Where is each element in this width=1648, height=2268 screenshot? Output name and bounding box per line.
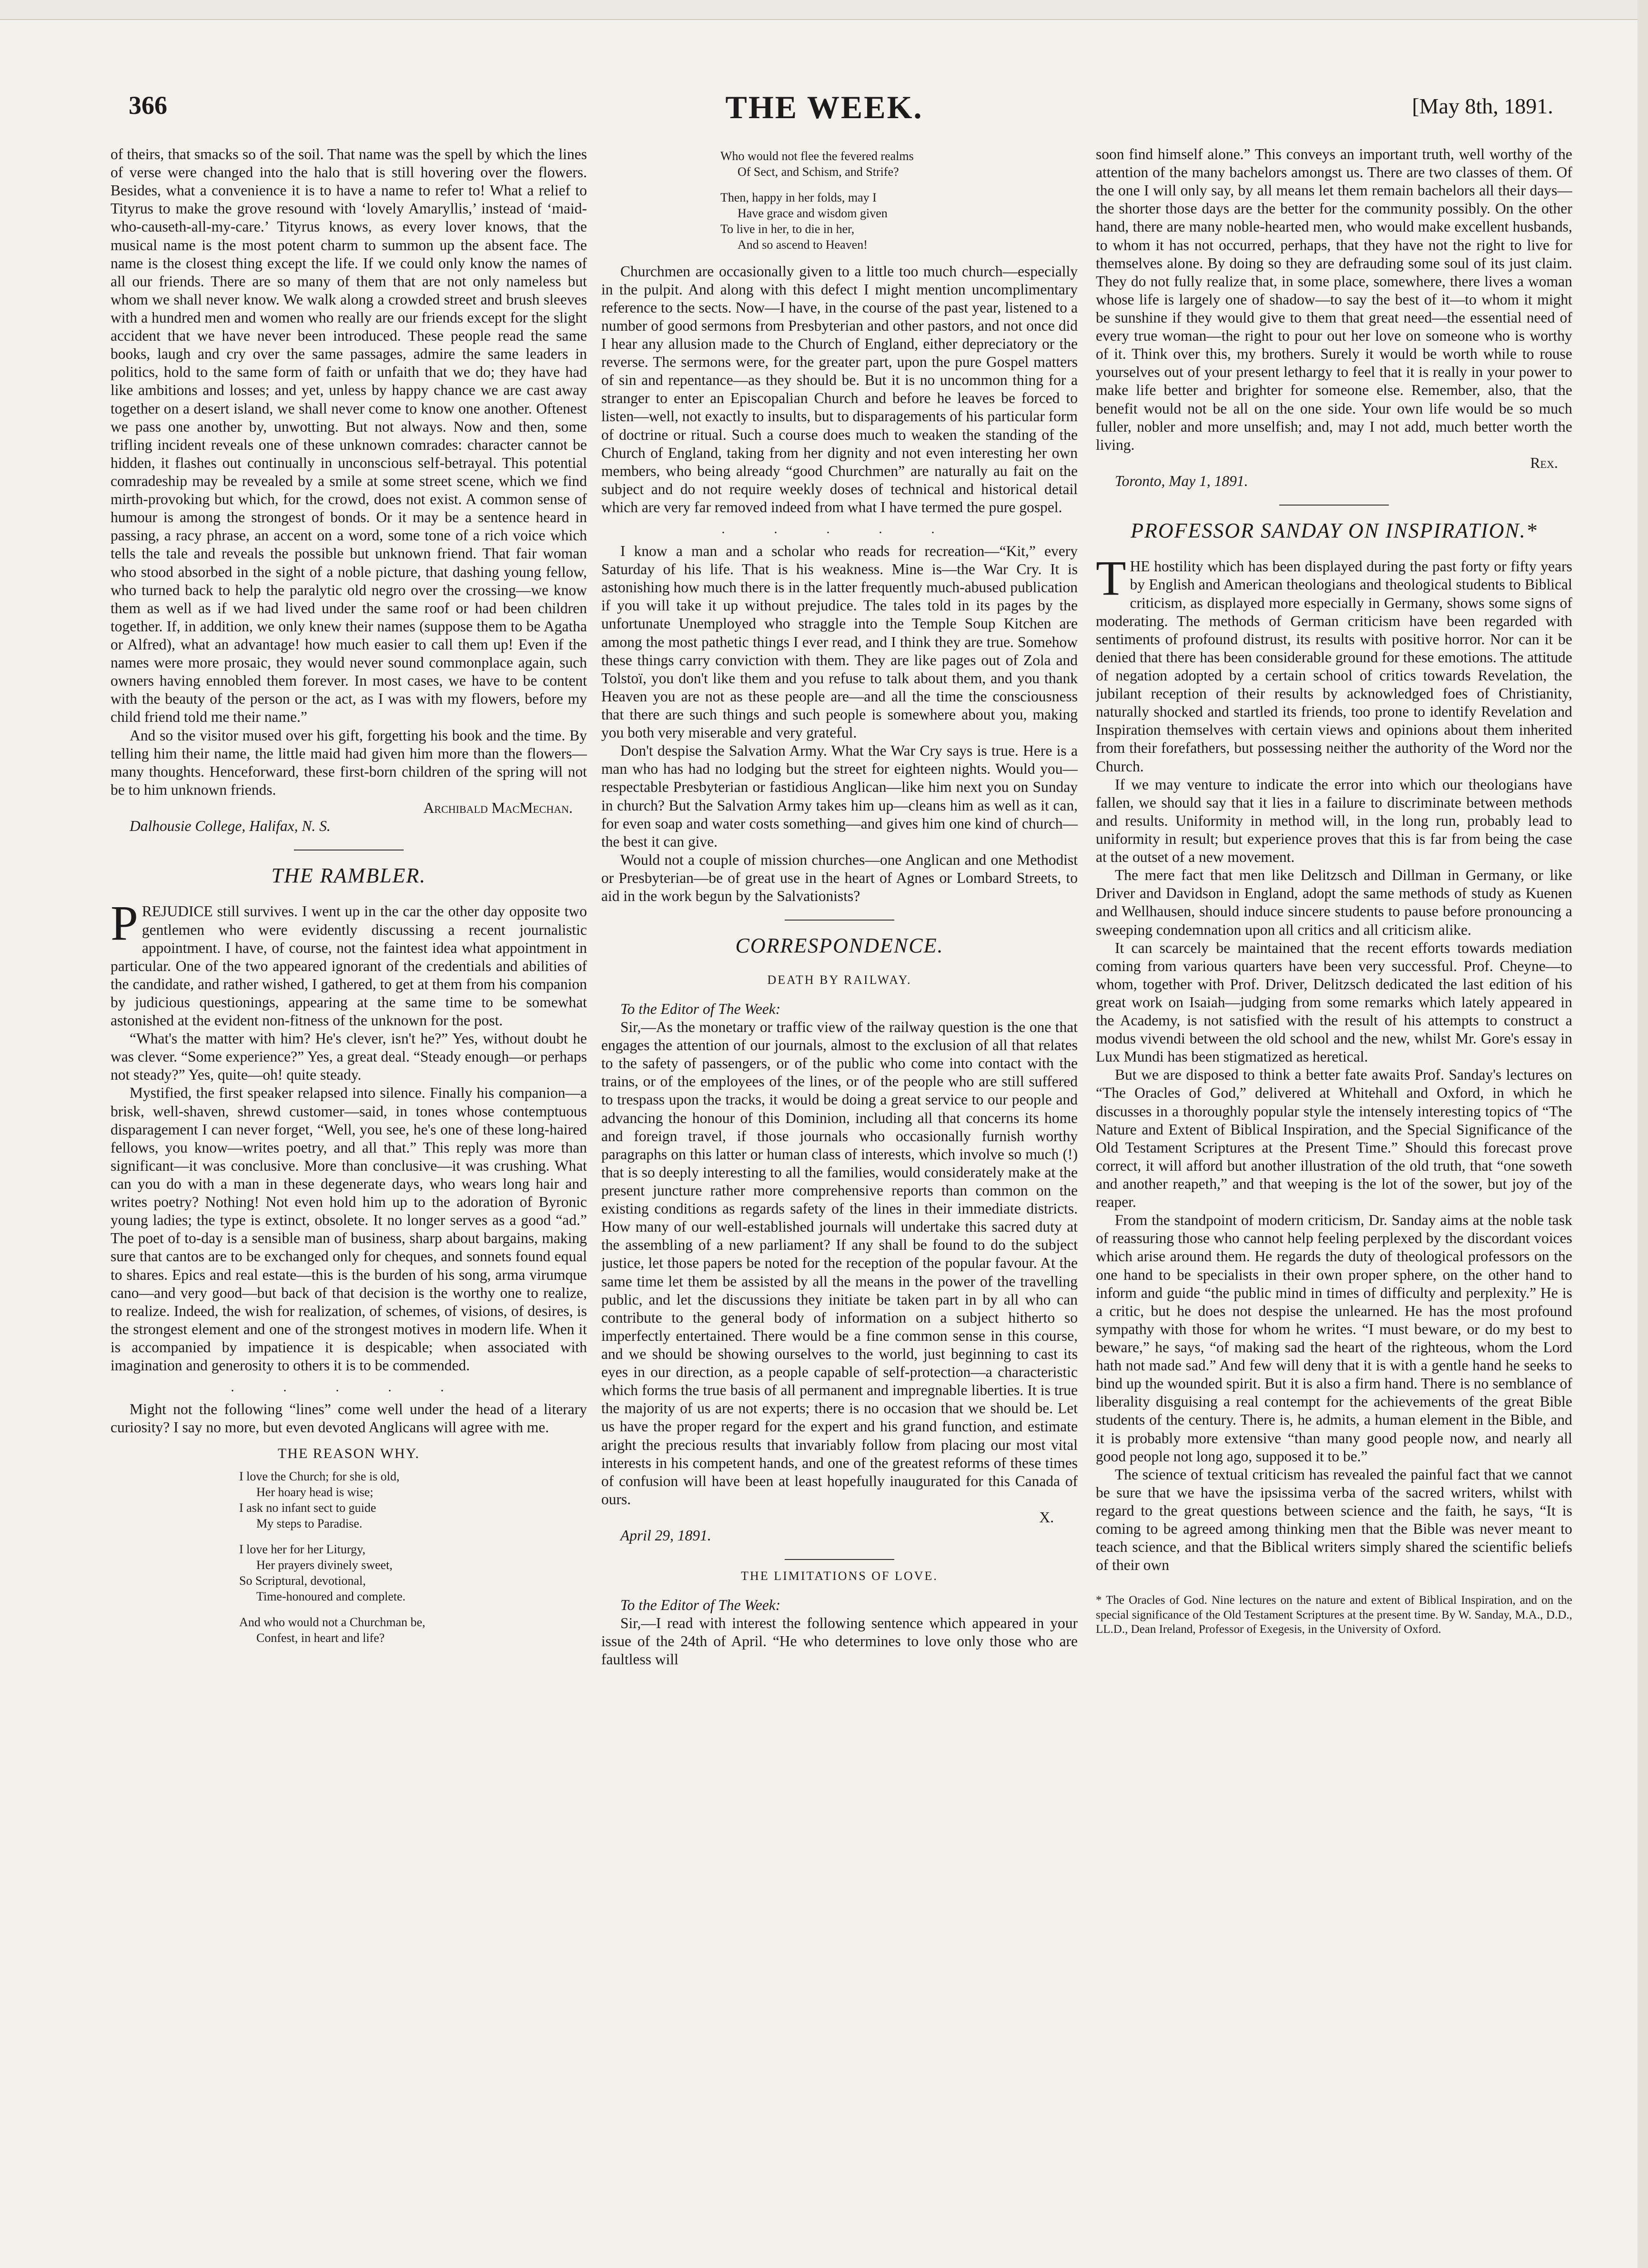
letter-salutation: To the Editor of The Week:: [620, 1596, 781, 1613]
scan-edge: [0, 0, 1648, 20]
paragraph: Mystified, the first speaker relapsed into silence. Finally his companion—a brisk, well-shaven, shrewd customer—said, in tones whose contemptuous disparagement I can never forget, “Well, you see, he's one of these long-haired fellows, you know—writes poetry, and all that.” This reply was more than significant—it was conclusive. More than conclusive—it was crushing. What can you do with a man in these degenerate days, who wears long hair and writes poetry? Nothing! Not even hold him up to the adoration of Byronic young ladies; the type is extinct, obsolete. It no longer serves as a good “ad.” The poet of to-day is a sensible man of business, sharp about bargains, making sure that cantos are to be exchanged only for cheques, and sonnets found equal to shares. Epics and real estate—this is the burden of his song, arma virumque cano—and very good—but back of that decision is the worthy one to realize, to realize. Indeed, the wish for realization, of schemes, of visions, of desires, is the strongest element and one of the strongest motives in modern life. When it is accompanied by impatience it is despicable; when associated with imagination and generosity to others it is to be commended.: [111, 1084, 587, 1374]
letter-subtitle: THE LIMITATIONS OF LOVE.: [741, 1569, 938, 1583]
paragraph: If we may venture to indicate the error into which our theologians have fallen, we should say that it lies in a failure to discriminate between methods and results. Uniformity in method will, in the long run, probably lead to uniformity in result; but experience proves that this is far from being the case at the outset of a new movement.: [1096, 776, 1572, 866]
poem-stanza: And who would not a Churchman be, Confest, in heart and life?: [239, 1615, 425, 1645]
paragraph: And so the visitor mused over his gift, forgetting his book and the time. By telling him their name, the little maid had given him more than the flowers—many thoughts. Henceforward, these first-born children of the spring will not be to him unknown friends.: [111, 727, 587, 798]
paragraph: Would not a couple of mission churches—one Anglican and one Methodist or Presbyterian—be of great use in the heart of Agnes or Lombard Streets, to aid in the work begun by the Salvationists?: [601, 851, 1078, 905]
masthead: THE WEEK.: [725, 89, 923, 125]
section-title-rambler: THE RAMBLER.: [271, 864, 426, 888]
section-title-correspondence: CORRESPONDENCE.: [735, 934, 944, 958]
paragraph: PREJUDICE still survives. I went up in the car the other day opposite two gentlemen who were evidently discussing a recent journalistic appointment. I have, of course, not the faintest idea what appointment in particular. One of the two appeared ignorant of the credentials and abilities of the candidate, and rather wished, I gathered, to get at them from his companion by judicious questionings, appearing at the same time to be somewhat astonished at the evident non-fitness of the unknown for the post.: [111, 896, 587, 1029]
letter-signature: Rex.: [1530, 454, 1558, 471]
drop-cap: T: [1096, 551, 1126, 606]
page-header: [95, 91, 1553, 133]
section-break: . . . . .: [721, 522, 958, 537]
paragraph: Churchmen are occasionally given to a little too much church—especially in the pulpit. And along with this defect I might mention uncomplimentary reference to the sects. Now—I have, in the course of the past year, listened to a number of good sermons from Presbyterian and other pastors, and not once did I hear any allusion made to the Church of England, either depreciatory or the reverse. The sermons were, for the greater part, upon the pure Gospel matters of sin and repentance—as they should be. But it is no uncommon thing for a stranger to enter an Episcopalian Church and before he leaves be forced to listen—well, not exactly to insults, but to disparagements of his particular form of doctrine or ritual. Such a course does much to weaken the standing of the Church of England, taking from her dignity and not even interesting her own members, who being already “good Churchmen” are naturally au fait on the subject and do not require weekly doses of technical and historical detail which are very far removed indeed from what I have termed the pure gospel.: [601, 263, 1078, 516]
issue-date: [May 8th, 1891.: [1412, 94, 1553, 118]
letter-signature: X.: [1039, 1509, 1054, 1526]
paragraph: The mere fact that men like Delitzsch and Dillman in Germany, or like Driver and Davidson in England, adopt the same methods of study as Kuenen and Wellhausen, should induce sincere students to pause before pronouncing a sweeping condemnation upon all critics and all criticism alike.: [1096, 867, 1572, 938]
letter-subtitle: DEATH BY RAILWAY.: [767, 973, 912, 987]
paragraph: The science of textual criticism has revealed the painful fact that we cannot be sure that we have the ipsissima verba of the sacred writers, whilst with regard to the great questions between science and the faith, he says, “It is coming to be agreed among thinking men that the Bible was never meant to teach science, and that the Biblical writers simply shared the scientific beliefs of their own: [1096, 1466, 1572, 1574]
poem-stanza: Then, happy in her folds, may I Have grace and wisdom given To live in her, to die in her, And so ascend to Heaven!: [720, 190, 888, 252]
poem-stanza: I love the Church; for she is old, Her hoary head is wise; I ask no infant sect to guide My steps to Paradise.: [239, 1469, 400, 1531]
author-signature: Archibald MacMechan.: [423, 799, 573, 816]
letter-salutation: To the Editor of The Week:: [620, 1000, 781, 1017]
adjacent-page-edge: [1638, 0, 1648, 2268]
letter-continuation: soon find himself alone.” This conveys an important truth, well worthy of the attention of the many bachelors amongst us. There are two classes of them. Of the one I will only say, by all means let them remain bachelors all their days—the shorter those days are the better for the community possibly. On the other hand, there are many noble-hearted men, who would make excellent husbands, to whom it has not occurred, perhaps, that they have not the right to live for themselves alone. By doing so they are defrauding some soul of its just claim. They do not fully realize that, in some place, somewhere, there lives a woman whose life is largely one of shadow—to say the best of it—to whom it might be sunshine if they would give to them that great need—the essential need of every true woman—the right to pour out her love on someone who is worthy of it. Think over this, my brothers. Surely it would be worth while to rouse yourselves out of your present lethargy to feel that it is really in your power to make life better and brighter for someone else. Remember, also, that the benefit would not be all on the one side. Your own life would be so much fuller, nobler and more unselfish; and, may I not add, much better worth the living.: [1096, 146, 1572, 453]
paragraph: THE hostility which has been displayed during the past forty or fifty years by English and American theologians and theological students to Biblical criticism, as displayed more especially in Germany, shows some signs of moderating. The methods of German criticism have been regarded with sentiments of profound distrust, its results with positive horror. Nor can it be denied that there has been considerable ground for these emotions. The attitude of negation adopted by a certain school of critics towards Revelation, the jubilant reception of their results by acknowledged foes of Christianity, naturally shocked and startled its friends, too prone to identify Revelation and Inspiration themselves with certain views and opinions about them inherited from their forefathers, but possessing neither the authority of the Word nor the Church.: [1096, 551, 1572, 775]
paragraph: I know a man and a scholar who reads for recreation—“Kit,” every Saturday of his life. That is his weakness. Mine is—the War Cry. It is astonishing how much there is in the latter frequently much-abused publication if you will take it up without prejudice. The tales told in its pages by the unfortunate Unemployed who straggle into the Temple Soup Kitchen are among the most pathetic things I ever read, and I think they are true. Somehow these things carry conviction with them. They are like pages out of Zola and Tolstoï, you don't like them and you refuse to talk about them, and you thank Heaven you are not as these people are—and all the time the consciousness that there are such things and such people is somewhere about you, making you both very miserable and very grateful.: [601, 543, 1078, 741]
letter-place: Toronto, May 1, 1891.: [1115, 472, 1248, 489]
section-title-sanday: PROFESSOR SANDAY ON INSPIRATION.*: [1131, 519, 1537, 543]
paragraph: Don't despise the Salvation Army. What the War Cry says is true. Here is a man who has had no lodging but the street for eighteen nights. Would you—respectable Presbyterian or fastidious Anglican—like him next you on Sunday in church? But the Salvation Army takes him up—cleans him as well as it can, for even soap and water costs something—and gives him one kind of church—the best it can give.: [601, 742, 1078, 850]
column-2: [601, 145, 1078, 2204]
paragraph: It can scarcely be maintained that the recent efforts towards mediation coming from various quarters have been very successful. Prof. Cheyne—to whom, together with Prof. Driver, Delitzsch dedicated the last edition of his great work on Isaiah—judging from some remarks which lately appeared in the Academy, is not satisfied with the result of his attempts to construct a modus vivendi between the old school and the new, whilst Mr. Gore's essay in Lux Mundi has been stigmatized as heretical.: [1096, 939, 1572, 1065]
paragraph: “What's the matter with him? He's clever, isn't he?” Yes, without doubt he was clever. “Some experience?” Yes, a great deal. “Steady enough—or perhaps not steady?” Yes, quite—oh! quite steady.: [111, 1030, 587, 1083]
column-3: [1096, 145, 1572, 2204]
footnote: * The Oracles of God. Nine lectures on the nature and extent of Biblical Inspiration, and on the special significance of the Old Testament Scriptures at the present time. By W. Sanday, M.A., D.D., LL.D., Dean Ireland, Professor of Exegesis, in the University of Oxford.: [1096, 1594, 1572, 1636]
poem-stanza: Who would not flee the fevered realms Of Sect, and Schism, and Strife?: [720, 149, 914, 179]
column-1: [111, 145, 587, 2204]
article-continuation: of theirs, that smacks so of the soil. That name was the spell by which the lines of verse were changed into the halo that is still hovering over the flowers. Besides, what a convenience it is to have a name to refer to! What a relief to Tityrus to make the grove resound with ‘lovely Amaryllis,’ instead of ‘maid-who-causeth-all-my-care.’ Tityrus knows, as every lover knows, that the musical name is the most potent charm to summon up the absent face. The name is the closest thing except the life. If we could only know the names of all our friends. There are so many of them that are not only nameless but whom we shall never know. We walk along a crowded street and brush sleeves with a hundred men and women who really are our friends except for the slight accident that we have never been introduced. These people read the same books, laugh and cry over the same passages, admire the same leaders in politics, hold to the same form of faith or unfaith that we do; they have had like ambitions and losses; and yet, unless by happy chance we are cast away together on a desert island, we shall never come to know one another. Oftenest we pass one another by, unwotting. But not always. Now and then, some trifling incident reveals one of these unknown comrades: character cannot be hidden, it flashes out continually in unconscious self-betrayal. This potential comradeship may be revealed by a smile at some street scene, which we find mirth-provoking but which, for the crowd, does not exist. A common sense of humour is among the strongest of bonds. Or it may be a sentence heard in passing, a racy phrase, an accent on a word, some tone of a rich voice which tells the tale and reveals the possible but unknown friend. That fair woman who stood absorbed in the sight of a noble picture, that dashing young fellow, who turned back to help the paralytic old negro over the crossing—we know them as well as if we had lived under the same roof or had been children together. If, in addition, we only knew their names (suppose them to be Agatha or Alfred), what an advantage! how much easier to call them up! Even if the names were more prosaic, they would never sound commonplace again, such owners having ennobled them forever. In most cases, we have to be content with the beauty of the person or the act, as I was with my flowers, before my child friend told me their name.”: [111, 146, 587, 726]
poem-stanza: I love her for her Liturgy, Her prayers divinely sweet, So Scriptural, devotional, Time-honoured and complete.: [239, 1542, 406, 1604]
page-number: 366: [129, 91, 167, 120]
paragraph: But we are disposed to think a better fate awaits Prof. Sanday's lectures on “The Oracles of God,” delivered at Whitehall and Oxford, in which he discusses in a thoroughly popular style the intensely interesting topics of “The Nature and Extent of Biblical Inspiration, and the Special Significance of the Old Testament Scriptures at the Present Time.” Should this forecast prove correct, it will afford but another illustration of the old truth, that “one soweth and another reapeth,” and that weeping is the lot of the sower, but joy of the reaper.: [1096, 1066, 1572, 1211]
section-divider: [785, 1559, 894, 1560]
letter-body: Sir,—I read with interest the following sentence which appeared in your issue of the 24th of April. “He who determines to love only those who are faultless will: [601, 1614, 1078, 1668]
poem-continued: [720, 148, 1078, 253]
letter-body: Sir,—As the monetary or traffic view of the railway question is the one that engages the attention of our journals, almost to the exclusion of all that relates to the safety of passengers, or of the public who come into contact with the trains, or of the employees of the lines, or of the people who are still suffered to trespass upon the tracks, it would be doing a great service to our people and advancing the honour of this Dominion, including all that concerns its home and foreign travel, if those journals who occasionally furnish worthy paragraphs on this latter or human class of interests, which involve so much (!) that is so deeply interesting to all the families, would considerately make at the present juncture rather more comprehensive reports than common on the existing conditions as regards safety of the lines in their immediate districts. How many of our well-established journals will undertake this sacred duty at the assembling of a new parliament? If any shall be found to do the subject justice, let those papers be noted for the reception of the popular favour. At the same time let them be assisted by all the means in the power of the travelling public, and let the discussions they initiate be taken part in by all who can contribute to the general body of information on a subject hitherto so imperfectly entertained. There would be a fine common sense in this course, and we should be showing ourselves to the world, just beginning to cast its eyes in our direction, as a people capable of self-protection—a characteristic which forms the true basis of all permanent and impregnable liberties. It is true the majority of us are not experts; there is no occasion that we should be. Let us have the proper regard for the expert and his grand function, and estimate aright the precious results that invariably follow from placing our most vital interests in his competent hands, and one of the greatest reforms of these times of confusion will have been at least hopefully inaugurated for this Canada of ours.: [601, 1018, 1078, 1508]
paragraph: Might not the following “lines” come well under the head of a literary curiosity? I say no more, but even devoted Anglicans will agree with me.: [111, 1401, 587, 1436]
letter-date: April 29, 1891.: [620, 1527, 711, 1544]
poem: [239, 1468, 587, 1646]
section-divider: [785, 920, 894, 921]
section-break: . . . . .: [231, 1380, 467, 1395]
drop-cap: P: [111, 896, 138, 951]
poem-title: THE REASON WHY.: [277, 1446, 420, 1462]
section-divider: [1279, 505, 1389, 506]
paragraph: From the standpoint of modern criticism, Dr. Sanday aims at the noble task of reassuring those who cannot help feeling perplexed by the discordant voices which arise around them. He regards the duty of theological professors on the one hand to be specialists in their own proper sphere, on the other hand to inform and guide “the public mind in times of difficulty and perplexity.” He is a critic, but he does not despise the unlearned. He has the most profound sympathy with those for whom he writes. “I must beware, or do my best to beware,” he says, “of making sad the heart of the righteous, whom the Lord hath not made sad.” And few will deny that it is with a gentle hand he seeks to bind up the wounded spirit. But it is also a firm hand. There is no semblance of liberality disguising a real contempt for the achievements of the great Bible students of the century. There is, he admits, a human element in the Bible, and it is probably more extensive “than many good people now, and nearly all good people not long ago, supposed it to be.”: [1096, 1212, 1572, 1465]
author-place: Dalhousie College, Halifax, N. S.: [130, 818, 331, 835]
